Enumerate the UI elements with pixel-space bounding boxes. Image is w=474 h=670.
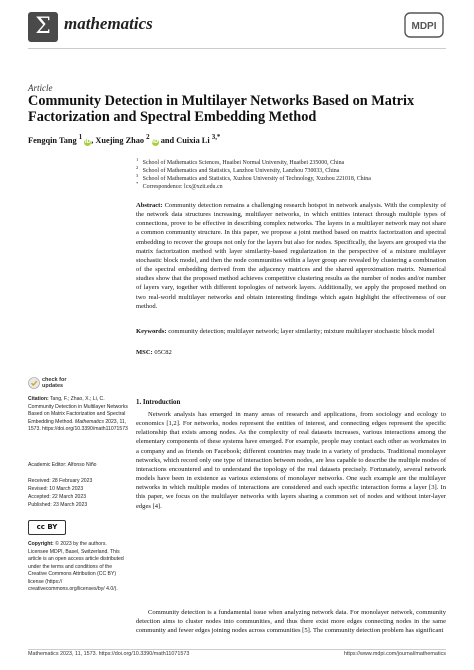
check-for-updates-icon[interactable] [28, 377, 40, 389]
author-list: Fengqin Tang $^1$ iD, Xuejing Zhao $^2$ iD and Cuixia Li $^{3,*}$ [28, 134, 221, 145]
mdpi-logo-icon[interactable] [404, 12, 444, 38]
date-received: Received: 28 February 2023 [28, 478, 93, 484]
footer-journal-link[interactable]: https://www.mdpi.com/journal/mathematics [343, 651, 446, 657]
citation-label: Citation: [28, 396, 49, 402]
affiliation-item: $^2$ School of Mathematics and Statistics, Lanzhou University, Lanzhou 730033, China [136, 165, 340, 174]
affiliation-item: $^3$ School of Mathematics and Statistics, Xuzhou University of Technology, Xuzhou 221018, China [136, 173, 371, 182]
orcid-icon[interactable]: iD [152, 138, 159, 145]
author-affiliation-sup: 3,* [211, 134, 221, 141]
copyright-text: © 2023 by the authors. Licensee MDPI, Basel, Switzerland. This article is an open access article distributed under the terms and conditions of the Creative Commons Attribution (CC BY) license (https:// creativecommons.org/licenses/by/ 4.0/). [28, 541, 124, 592]
author-name[interactable]: Xuejing Zhao [95, 135, 145, 145]
author-affiliation-sup: 1 [78, 134, 83, 141]
article-title: Community Detection in Multilayer Networks Based on Matrix Factorization and Spectral Embedding Method [28, 93, 415, 125]
msc-text: 05C82 [154, 349, 172, 356]
author-and: and [160, 135, 175, 145]
cc-by-license-icon[interactable] [28, 520, 66, 535]
abstract-text: Community detection remains a challenging research hotspot in network analysis. With the complexity of the network data structures increasing, multilayer networks, in which entities interact through multiple types of connections, prove to be effective in describing complex networks. The layers in a multilayer network may not share a common community structure. In this paper, we propose a joint method based on matrix factorization and spectral embedding to recover the groups not only for the layers but also for nodes. Specifically, the layers are grouped via the matrix factorization method with layer similarity-based regularization in the perspective of a mixture multilayer stochastic block model, and then the node communities within a layer group are revealed by clustering a combination of the spectral embedding derived from the adjacency matrices and the shared approximation matrix. Numerical studies show that the proposed method achieves competitive clustering results as the number of nodes and/or number of layers vary, together with different topologies of network layers. Additionally, we apply the proposed method on two real-world multilayer networks and obtain interesting findings which again highlight the effectiveness of our method. [136, 202, 447, 310]
cfu-line: updates [42, 383, 64, 389]
footer-citation[interactable]: Mathematics 2023, 11, 1573. https://doi.org/10.3390/math11071573 [28, 651, 190, 657]
journal-name[interactable]: mathematics [64, 14, 153, 33]
copyright-label: Copyright: [28, 541, 54, 547]
header-divider [28, 48, 446, 49]
citation-doi[interactable]: 2023, 11, 1573. https://doi.org/10.3390/math11071573 [28, 418, 128, 432]
section-heading: 1. Introduction [136, 399, 181, 406]
date-published: Published: 23 March 2023 [28, 502, 88, 508]
copyright-block [28, 541, 128, 594]
abstract-label: Abstract: [136, 202, 163, 209]
check-for-updates-label[interactable] [42, 377, 66, 389]
msc-label: MSC: [136, 349, 153, 356]
footer-divider [28, 649, 446, 650]
author-affiliation-sup: 2 [146, 134, 150, 141]
article-type: Article [28, 83, 53, 93]
keywords [136, 327, 446, 336]
author-name[interactable]: Cuixia Li [176, 135, 210, 145]
abstract [136, 201, 446, 311]
citation-journal: Mathematics [75, 418, 104, 425]
intro-paragraph-1: Network analysis has emerged in many areas of research and applications, from sociology and ecology to economics [1,2]. For networks, nodes represent the entities of interest, and connecting edges represent the specific relationship that exists among nodes. As the complexity of real datasets increases, various interactions among the elementary components of these systems have emerged. For example, people may contact each other as workmates in a company and as friends on Facebook; different countries may trade in a variety of products. Traditional monolayer networks, which record only one type of interaction between nodes, are less capable to describe the multiple modes of interactions encountered and to understand the topology of the real datasets precisely. Fortunately, several network models have been in existence as various extensions of monolayer networks. One such example are the multilayer networks in which multiple modes of interactions are considered and each specific interaction forms a layer [3]. In this paper, we focus on the multilayer networks with layers sharing a common set of nodes and without inter-layer edges [4]. [136, 411, 446, 510]
orcid-icon[interactable]: iD [84, 138, 91, 145]
author-name[interactable]: Fengqin Tang [28, 135, 77, 145]
academic-editor: Academic Editor: Alfonso Niño [28, 462, 97, 468]
journal-logo: Σ [28, 12, 58, 42]
intro-paragraph-2: Community detection is a fundamental issue when analyzing network data. For monolayer network, community detection aims to cluster nodes into communities, and thus there exist more edges connecting nodes in the same community and fewer edges joining nodes across communities [5]. The community detection problem has significant [136, 609, 446, 635]
keywords-text: community detection; multilayer network; layer similarity; mixture multilayer stochastic block model [168, 328, 435, 335]
date-accepted: Accepted: 22 March 2023 [28, 494, 87, 500]
mdpi-logo-text: MDPI [411, 21, 437, 32]
affiliation-item: $^1$ School of Mathematics Sciences, Huaibei Normal University, Huaibei 235000, China [136, 157, 345, 166]
keywords-label: Keywords: [136, 328, 167, 335]
msc [136, 349, 446, 356]
cc-badge-text: cc BY [36, 523, 58, 531]
citation-block [28, 396, 128, 434]
correspondence[interactable]: * Correspondence: lcx@xzit.edu.cn [136, 181, 223, 190]
cfu-line: check for [42, 377, 67, 383]
citation-text: Tang, F.; Zhao, X.; Li, C. Community Detection in Multilayer Networks Based on Matrix Factorization and Spectral Embedding Method. [28, 396, 128, 425]
date-revised: Revised: 10 March 2023 [28, 486, 84, 492]
